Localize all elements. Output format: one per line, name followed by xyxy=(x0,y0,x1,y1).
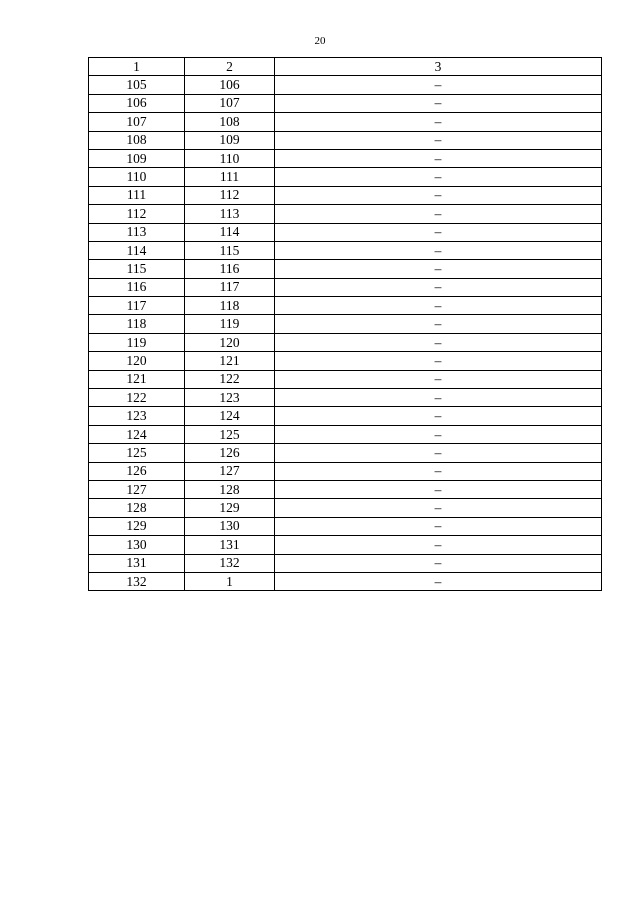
table-cell-col-3: – xyxy=(275,260,602,278)
table-row xyxy=(89,76,602,94)
table-cell-col-1: 109 xyxy=(89,149,185,167)
table-cell-col-2: 115 xyxy=(185,241,275,259)
table-cell-col-3: – xyxy=(275,536,602,554)
table-cell-col-1: 116 xyxy=(89,278,185,296)
table-cell-col-3: – xyxy=(275,480,602,498)
table-cell-col-3: – xyxy=(275,113,602,131)
table-row xyxy=(89,407,602,425)
table-cell-col-1: 108 xyxy=(89,131,185,149)
table-cell-col-1: 131 xyxy=(89,554,185,572)
table-cell-col-1: 107 xyxy=(89,113,185,131)
table-cell-col-3: – xyxy=(275,223,602,241)
table-cell-col-2: 131 xyxy=(185,536,275,554)
table-cell-col-3: – xyxy=(275,297,602,315)
table-cell-col-3: – xyxy=(275,149,602,167)
table-cell-col-3: – xyxy=(275,517,602,535)
table-cell-col-2: 120 xyxy=(185,333,275,351)
table-row xyxy=(89,113,602,131)
table-cell-col-2: 119 xyxy=(185,315,275,333)
table-row xyxy=(89,223,602,241)
table-cell-col-3: – xyxy=(275,168,602,186)
table-cell-col-3: – xyxy=(275,352,602,370)
table-cell-col-3: – xyxy=(275,554,602,572)
table-cell-col-1: 118 xyxy=(89,315,185,333)
table-row xyxy=(89,205,602,223)
table-row xyxy=(89,352,602,370)
column-header-2: 2 xyxy=(185,58,275,76)
table-row xyxy=(89,278,602,296)
table-cell-col-1: 113 xyxy=(89,223,185,241)
table-cell-col-2: 111 xyxy=(185,168,275,186)
table-cell-col-2: 1 xyxy=(185,572,275,590)
table-cell-col-1: 111 xyxy=(89,186,185,204)
table-row xyxy=(89,425,602,443)
table-header-row xyxy=(89,58,602,76)
table-cell-col-1: 125 xyxy=(89,444,185,462)
table-cell-col-2: 112 xyxy=(185,186,275,204)
table-cell-col-3: – xyxy=(275,407,602,425)
table-cell-col-2: 109 xyxy=(185,131,275,149)
table-cell-col-2: 117 xyxy=(185,278,275,296)
table-row xyxy=(89,241,602,259)
table-row xyxy=(89,168,602,186)
table-cell-col-1: 126 xyxy=(89,462,185,480)
table-body xyxy=(89,76,602,591)
table-row xyxy=(89,297,602,315)
table-cell-col-3: – xyxy=(275,389,602,407)
table-cell-col-1: 122 xyxy=(89,389,185,407)
table-cell-col-2: 129 xyxy=(185,499,275,517)
table-cell-col-2: 118 xyxy=(185,297,275,315)
table-cell-col-1: 130 xyxy=(89,536,185,554)
table-cell-col-1: 106 xyxy=(89,94,185,112)
table-cell-col-2: 108 xyxy=(185,113,275,131)
table-cell-col-3: – xyxy=(275,76,602,94)
table-cell-col-2: 107 xyxy=(185,94,275,112)
table-cell-col-3: – xyxy=(275,241,602,259)
table-cell-col-3: – xyxy=(275,462,602,480)
table-cell-col-1: 123 xyxy=(89,407,185,425)
table-cell-col-2: 116 xyxy=(185,260,275,278)
table-cell-col-2: 127 xyxy=(185,462,275,480)
table-cell-col-2: 122 xyxy=(185,370,275,388)
table-cell-col-2: 124 xyxy=(185,407,275,425)
table-cell-col-1: 129 xyxy=(89,517,185,535)
table-row xyxy=(89,260,602,278)
table-cell-col-2: 110 xyxy=(185,149,275,167)
table-cell-col-2: 123 xyxy=(185,389,275,407)
table-cell-col-1: 132 xyxy=(89,572,185,590)
table-cell-col-1: 119 xyxy=(89,333,185,351)
column-header-3: 3 xyxy=(275,58,602,76)
table-cell-col-1: 114 xyxy=(89,241,185,259)
table-row xyxy=(89,480,602,498)
table-row xyxy=(89,444,602,462)
table-cell-col-2: 130 xyxy=(185,517,275,535)
table-row xyxy=(89,94,602,112)
table-cell-col-2: 114 xyxy=(185,223,275,241)
table-cell-col-1: 121 xyxy=(89,370,185,388)
table-cell-col-1: 117 xyxy=(89,297,185,315)
column-header-1: 1 xyxy=(89,58,185,76)
page-number: 20 xyxy=(314,35,326,47)
table-row xyxy=(89,517,602,535)
table-row xyxy=(89,333,602,351)
table-row xyxy=(89,315,602,333)
table-row xyxy=(89,131,602,149)
table-cell-col-1: 115 xyxy=(89,260,185,278)
table-cell-col-3: – xyxy=(275,444,602,462)
table-cell-col-2: 132 xyxy=(185,554,275,572)
table-cell-col-2: 121 xyxy=(185,352,275,370)
table-cell-col-1: 127 xyxy=(89,480,185,498)
table-cell-col-3: – xyxy=(275,370,602,388)
table-cell-col-2: 128 xyxy=(185,480,275,498)
table-cell-col-3: – xyxy=(275,94,602,112)
table-cell-col-2: 125 xyxy=(185,425,275,443)
table-row xyxy=(89,149,602,167)
table-cell-col-2: 113 xyxy=(185,205,275,223)
table-row xyxy=(89,186,602,204)
table-cell-col-1: 105 xyxy=(89,76,185,94)
table-cell-col-2: 106 xyxy=(185,76,275,94)
table-cell-col-3: – xyxy=(275,205,602,223)
table-row xyxy=(89,499,602,517)
table-cell-col-3: – xyxy=(275,333,602,351)
table-cell-col-2: 126 xyxy=(185,444,275,462)
table-cell-col-1: 128 xyxy=(89,499,185,517)
table-cell-col-3: – xyxy=(275,425,602,443)
table-cell-col-3: – xyxy=(275,499,602,517)
table-row xyxy=(89,572,602,590)
table-row xyxy=(89,554,602,572)
table-cell-col-3: – xyxy=(275,572,602,590)
table-row xyxy=(89,462,602,480)
table-cell-col-1: 110 xyxy=(89,168,185,186)
table-cell-col-1: 124 xyxy=(89,425,185,443)
table-cell-col-3: – xyxy=(275,186,602,204)
table-row xyxy=(89,389,602,407)
data-table xyxy=(88,57,602,591)
table-cell-col-1: 112 xyxy=(89,205,185,223)
table-cell-col-1: 120 xyxy=(89,352,185,370)
table-cell-col-3: – xyxy=(275,315,602,333)
table-cell-col-3: – xyxy=(275,278,602,296)
table-row xyxy=(89,536,602,554)
table-cell-col-3: – xyxy=(275,131,602,149)
table-row xyxy=(89,370,602,388)
